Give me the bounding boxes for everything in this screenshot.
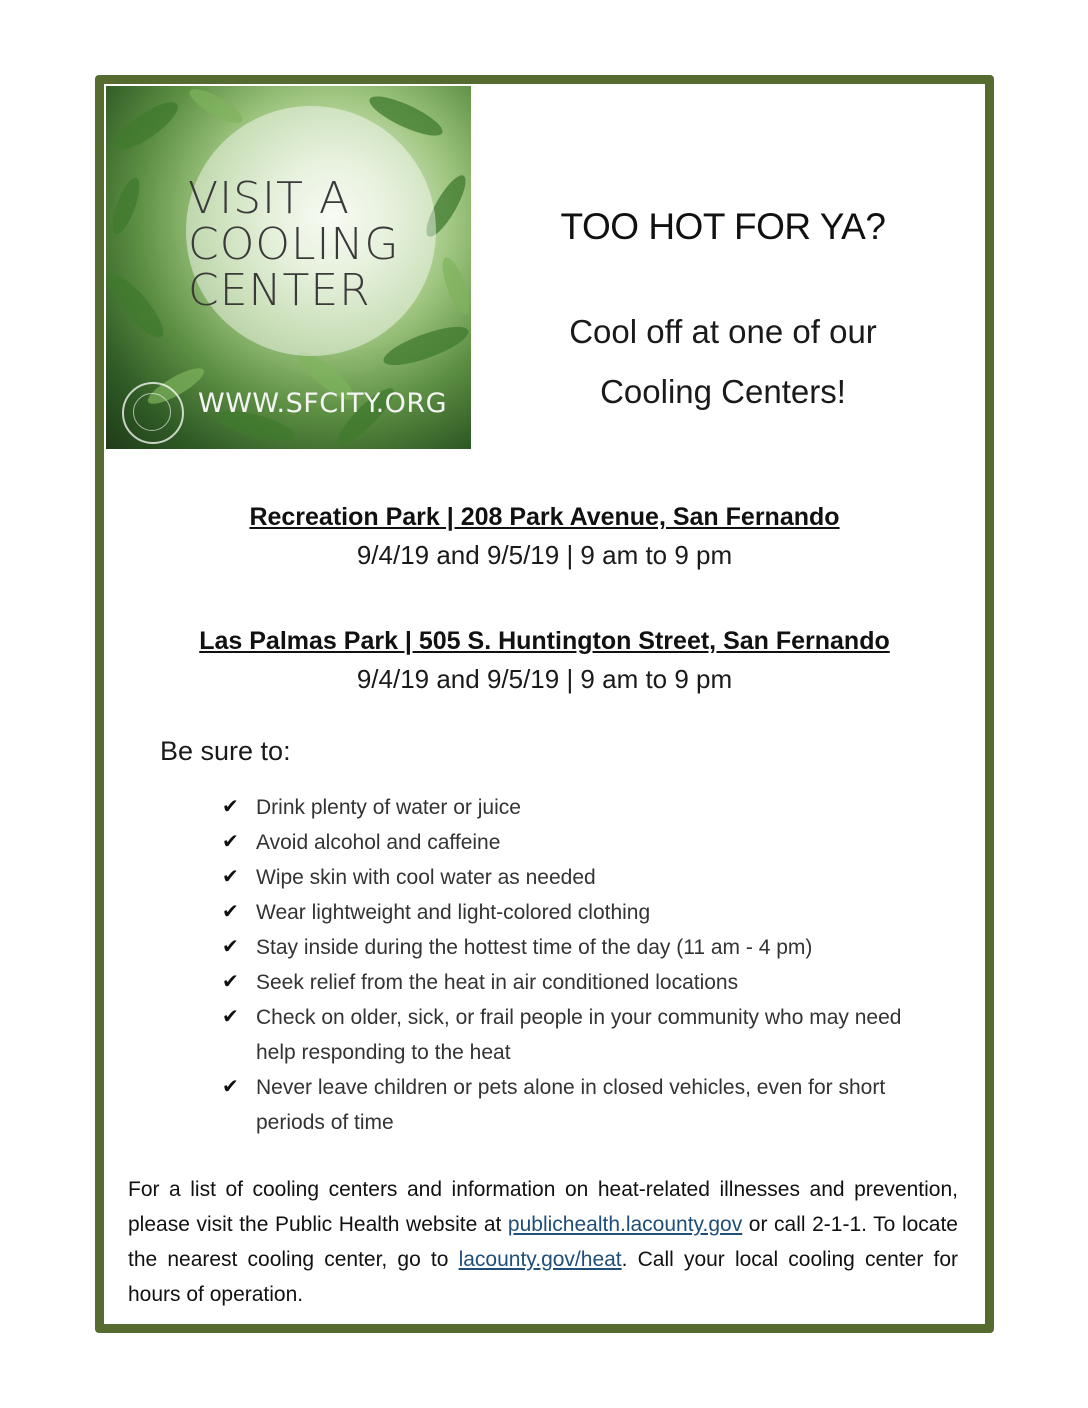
image-line-1: VISIT A [188,173,350,224]
check-icon: ✔ [222,936,239,958]
footer-text-3: . Call your local cooling center for hours of operation. [128,1248,958,1306]
check-icon: ✔ [222,866,239,888]
location-1-hours: 9/4/19 and 9/5/19 | 9 am to 9 pm [356,540,733,570]
subhead-line-1: Cool off at one of our [569,313,877,350]
check-icon: ✔ [222,971,239,993]
subhead [470,302,976,422]
tip-text: Wear lightweight and light-colored clothing [256,901,651,924]
location-1-name: Recreation Park | 208 Park Avenue, San Fernando [249,503,840,531]
footer-text-1: For a list of cooling centers and information on heat-related illnesses and prevention, please visit the Public Health website at [128,1178,958,1236]
public-health-link[interactable]: publichealth.lacounty.gov [507,1213,743,1236]
location-1 [104,503,985,571]
list-item [222,1000,922,1070]
tip-text: Wipe skin with cool water as needed [256,866,596,889]
cooling-center-image [106,86,471,449]
location-2-name: Las Palmas Park | 505 S. Huntington Street, San Fernando [199,627,890,655]
check-icon: ✔ [222,831,239,853]
city-seal-icon [122,382,184,444]
footer-text-2: or call 2-1-1. To locate the nearest cooling center, go to [128,1213,958,1271]
image-caption [188,173,400,316]
subhead-line-2: Cooling Centers! [600,373,846,410]
list-item [222,965,922,1000]
tip-text: Drink plenty of water or juice [256,796,521,819]
heat-link[interactable]: lacounty.gov/heat [458,1248,622,1271]
tip-text: Never leave children or pets alone in closed vehicles, even for short periods of time [256,1076,886,1134]
location-2-hours: 9/4/19 and 9/5/19 | 9 am to 9 pm [356,664,733,694]
check-icon: ✔ [222,1076,239,1098]
tip-text: Stay inside during the hottest time of the day (11 am - 4 pm) [256,936,813,959]
list-item [222,1070,922,1140]
image-line-2: COOLING [188,219,400,270]
list-item [222,790,922,825]
tip-text: Avoid alcohol and caffeine [256,831,501,854]
list-item [222,860,922,895]
tip-text: Seek relief from the heat in air conditioned locations [256,971,739,994]
headline: TOO HOT FOR YA? [560,206,886,247]
check-icon: ✔ [222,901,239,923]
tips-list [222,790,922,1140]
tip-text: Check on older, sick, or frail people in your community who may need help responding to the heat [256,1006,902,1064]
check-icon: ✔ [222,796,239,818]
list-item [222,930,922,965]
footer-info [128,1172,958,1312]
location-2 [104,627,985,695]
image-url: WWW.SFCITY.ORG [198,388,448,419]
check-icon: ✔ [222,1006,239,1028]
be-sure-heading: Be sure to: [160,736,291,766]
list-item [222,895,922,930]
image-line-3: CENTER [188,265,371,316]
list-item [222,825,922,860]
